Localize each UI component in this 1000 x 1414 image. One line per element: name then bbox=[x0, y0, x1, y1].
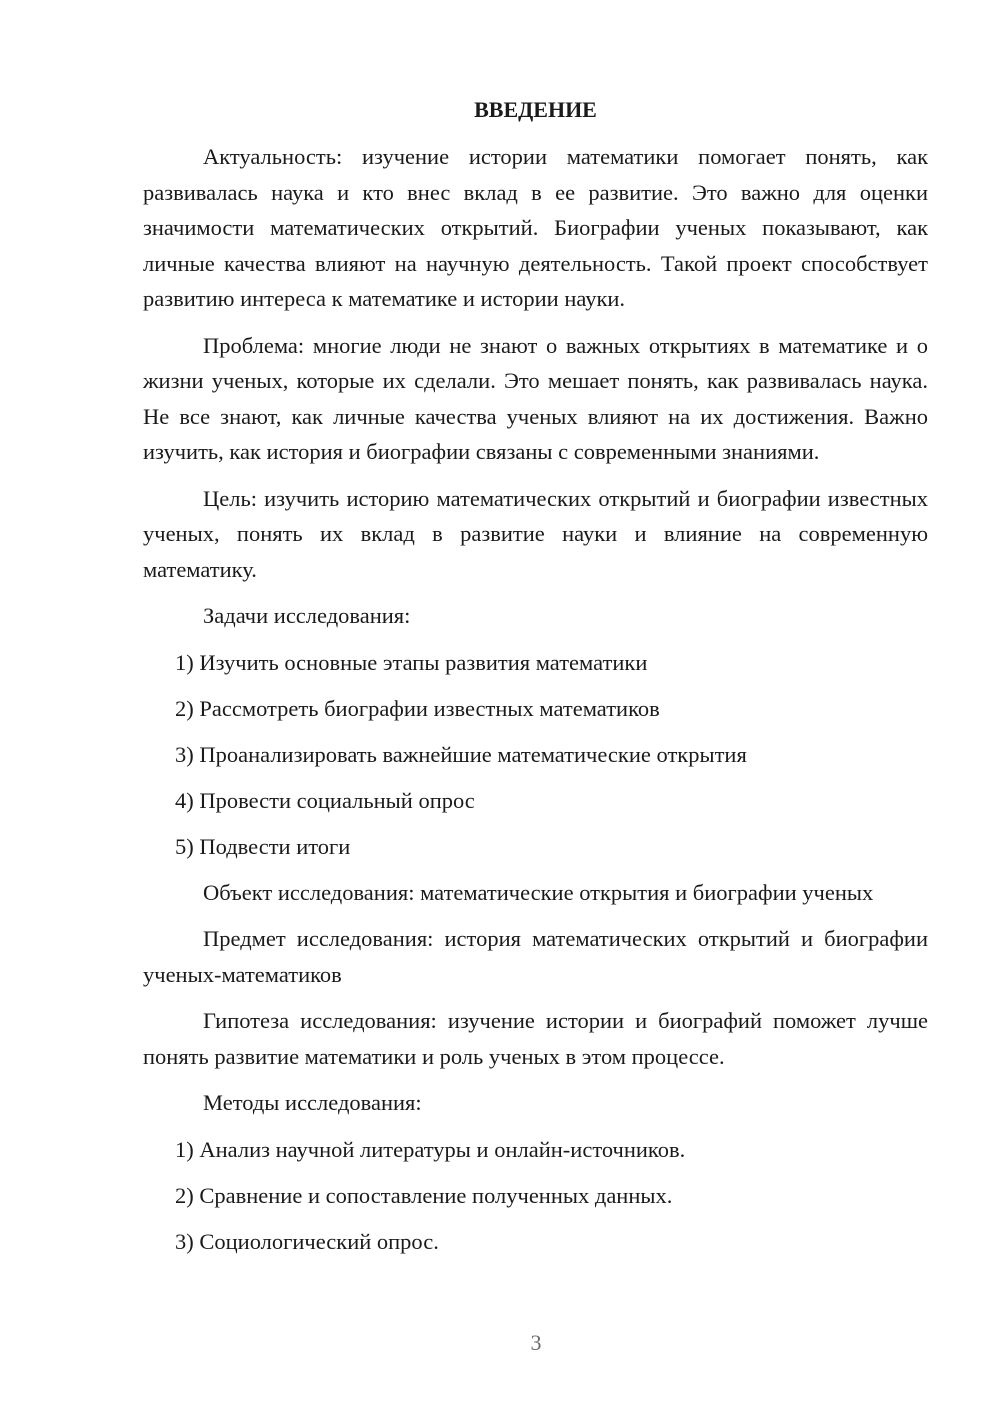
problem-paragraph: Проблема: многие люди не знают о важных открытиях в математике и о жизни ученых, которые их сделали. Это мешает понять, как развивалась наука. Не все знают, как личные качества ученых влияют на их достижения. Важно изучить, как история и биографии связаны с современными знаниями. bbox=[143, 332, 928, 464]
list-item: 5) Подвести итоги bbox=[175, 833, 351, 859]
tasks-list bbox=[143, 645, 928, 865]
list-item: 1) Анализ научной литературы и онлайн-источников. bbox=[175, 1136, 686, 1162]
subject-paragraph: Предмет исследования: история математических открытий и биографии ученых-математиков bbox=[143, 926, 928, 987]
list-item: 1) Изучить основные этапы развития математики bbox=[175, 649, 648, 675]
goal-paragraph: Цель: изучить историю математических открытий и биографии известных ученых, понять их вклад в развитие науки и влияние на современную математику. bbox=[143, 485, 928, 582]
list-item: 4) Провести социальный опрос bbox=[175, 787, 475, 813]
page-number: 3 bbox=[530, 1330, 542, 1355]
methods-list bbox=[143, 1132, 928, 1260]
methods-label: Методы исследования: bbox=[203, 1090, 422, 1115]
list-item: 2) Сравнение и сопоставление полученных данных. bbox=[175, 1182, 673, 1208]
section-title: ВВЕДЕНИЕ bbox=[474, 97, 597, 122]
list-item: 3) Проанализировать важнейшие математические открытия bbox=[175, 741, 747, 767]
list-item: 2) Рассмотреть биографии известных математиков bbox=[175, 695, 660, 721]
page-content bbox=[143, 92, 928, 1270]
hypothesis-paragraph: Гипотеза исследования: изучение истории и биографий поможет лучше понять развитие математики и роль ученых в этом процессе. bbox=[143, 1008, 928, 1069]
list-item: 3) Социологический опрос. bbox=[175, 1228, 439, 1254]
relevance-paragraph: Актуальность: изучение истории математики помогает понять, как развивалась наука и кто внес вклад в ее развитие. Это важно для оценки значимости математических открытий. Биографии ученых показывают, как личные качества влияют на научную деятельность. Такой проект способствует развитию интереса к математике и истории науки. bbox=[143, 144, 928, 311]
object-paragraph: Объект исследования: математические открытия и биографии ученых bbox=[203, 879, 874, 905]
tasks-label: Задачи исследования: bbox=[203, 603, 411, 628]
